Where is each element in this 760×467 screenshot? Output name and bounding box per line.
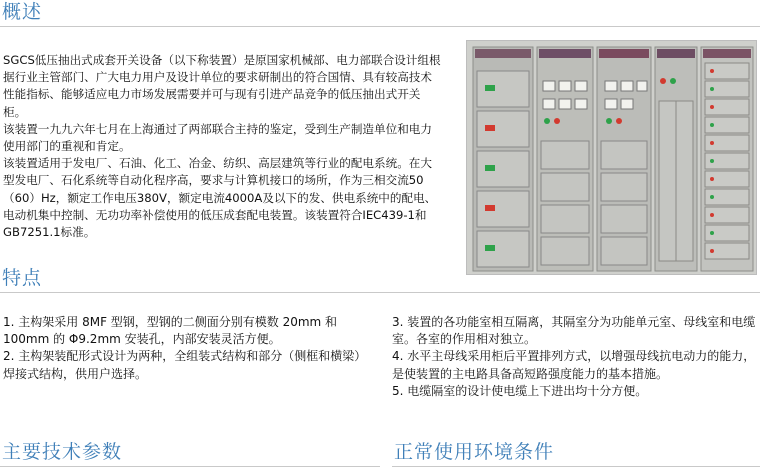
section-header-overview — [0, 0, 760, 27]
feature-item-1: 1. 主构架采用 8MF 型钢，型钢的二侧面分别有模数 20mm 和 100mm 的 Φ9.2mm 安装孔，内部安装灵活方便。 — [3, 315, 338, 347]
feature-item-5: 5. 电缆隔室的设计使电缆上下进出均十分方便。 — [392, 383, 648, 398]
feature-item-4: 4. 水平主母线采用柜后平置排列方式，以增强母线抗电动力的能力，是使装置的主电路具备高短路强度能力的基本措施。 — [392, 349, 756, 381]
intro-paragraph-2: 该装置一九九六年七月在上海通过了两部联合主持的鉴定，受到生产制造单位和电力使用部门的重视和肯定。 — [3, 121, 432, 154]
feature-item-3: 3. 装置的各功能室相互隔离，其隔室分为功能单元室、母线室和电缆室。各室的作用相对独立。 — [392, 315, 756, 347]
intro-text — [3, 52, 443, 241]
intro-paragraph-1: SGCS低压抽出式成套开关设备（以下称装置）是原国家机械部、电力部联合设计组根据行业主管部门、广大电力用户及设计单位的要求研制出的符合国情、具有较高技术性能指标、能够适应电力市场发展需要并可与现有引进产品竞争的低压抽出式开关柜。 — [3, 53, 441, 119]
section-title-features: 特点 — [2, 267, 43, 289]
section-title-environment: 正常使用环境条件 — [394, 441, 555, 463]
section-header-environment — [392, 440, 760, 467]
switchgear-illustration — [467, 41, 757, 275]
features-left-column — [3, 314, 375, 383]
feature-item-2: 2. 主构架装配形式设计为两种，全组装式结构和部分（侧框和横梁）焊接式结构，供用户选择。 — [3, 349, 367, 381]
section-header-features — [0, 266, 760, 293]
section-header-tech-params — [0, 440, 380, 467]
features-right-column — [392, 314, 760, 400]
switchgear-cabinet-photo — [466, 40, 757, 275]
section-title-overview: 概述 — [2, 1, 43, 23]
section-title-tech-params: 主要技术参数 — [2, 441, 123, 463]
intro-paragraph-3: 该装置适用于发电厂、石油、化工、冶金、纺织、高层建筑等行业的配电系统。在大型发电厂、石化系统等自动化程序高，要求与计算机接口的场所，作为三相交流50（60）Hz，额定工作电压380V，额定电流4000A及以下的发、供电系统中的配电、电动机集中控制、无功功率补偿使用的低压成套配电装置。该装置符合IEC439-1和GB7251.1标准。 — [3, 156, 437, 240]
